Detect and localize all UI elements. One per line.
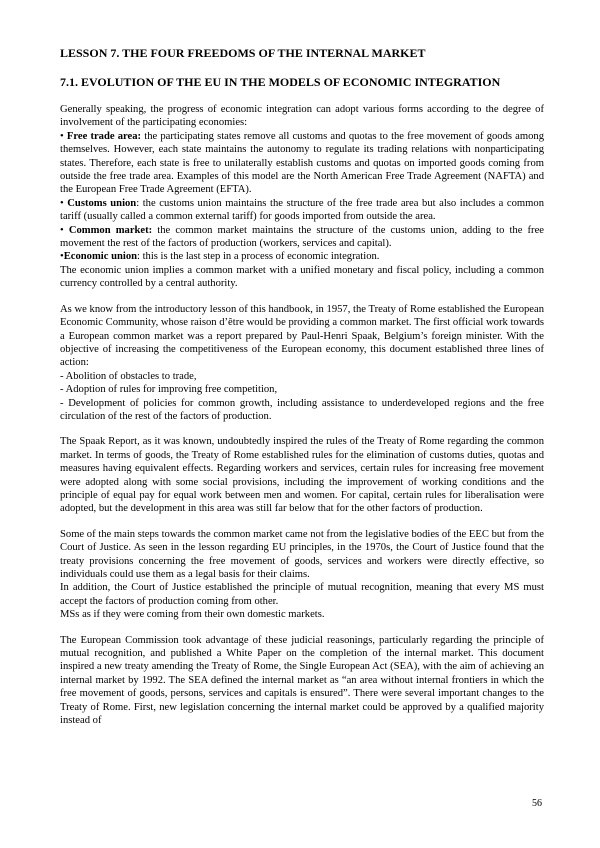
common-market-term: Common market: bbox=[68, 224, 153, 236]
economic-union-text: : this is the last step in a process of economic integration. bbox=[137, 251, 380, 263]
treaty-paragraph: As we know from the introductory lesson of this handbook, in 1957, the Treaty of Rome established the European Economic Community, whose raison d’être would be providing a common market. The first official work towards a European common market was a report prepared by Paul-Henri Spaak, Belgium’s foreign minister. With the objective of increasing the competitiveness of the European economy, this document established three lines of action: bbox=[60, 303, 544, 369]
court-of-justice-paragraph: Some of the main steps towards the common market came not from the legislative bodies of the EEC but from the Court of Justice. As seen in the lesson regarding EU principles, in the 1970s, the Court of Justice found that the treaty provisions concerning the free movement of goods, services and workers were directly effective, so individuals could use them as a legal basis for their claims. bbox=[60, 528, 544, 580]
page-number: 56 bbox=[532, 798, 542, 809]
action-line-3: - Development of policies for common growth, including assistance to underdeveloped regions and the free circulation of the rest of the factors of production. bbox=[60, 397, 544, 422]
commission-paragraph: The European Commission took advantage of these judicial reasonings, particularly regarding the principle of mutual recognition, and published a White Paper on the completion of the internal market. This document inspired a new treaty amending the Treaty of Rome, the Single European Act (SEA), with the aim of achieving an internal market by 1992. The SEA defined the internal market as “an area without internal frontiers in which the free movement of goods, persons, services and capitals is ensured”. There were several important changes to the Treaty of Rome. First, new legislation concerning the internal market could be approved by a qualified majority instead of bbox=[60, 634, 544, 727]
intro-paragraph: Generally speaking, the progress of economic integration can adopt various forms according to the degree of involvement of the participating economies: bbox=[60, 104, 544, 129]
document-page bbox=[60, 46, 544, 727]
common-market-bullet: • Common market: the common market maintains the structure of the customs union, adding to the free movement the rest of the factors of production (workers, services and capital). bbox=[60, 224, 544, 250]
free-trade-term: Free trade area: bbox=[66, 130, 142, 142]
customs-union-term: Customs union bbox=[67, 197, 137, 209]
section-title: 7.1. EVOLUTION OF THE EU IN THE MODELS OF ECONOMIC INTEGRATION bbox=[60, 75, 501, 89]
economic-union-bullet: •Economic union: this is the last step in a process of economic integration. bbox=[60, 251, 380, 263]
common-market-text: the common market maintains the structure of the customs union, adding to the free movement the rest of the factors of production (workers, services and capital). bbox=[60, 224, 544, 250]
free-trade-text: the participating states remove all customs and quotas to the free movement of goods among themselves. However, each state maintains the autonomy to regulate its trading relations with nonparticipating states. Therefore, each state is free to unilaterally establish customs and quotas on imported goods coming from outside the free trade area. Examples of this model are the North American Free Trade Agreement (NAFTA) and the European Free Trade Agreement (EFTA). bbox=[60, 130, 545, 196]
mutual-recognition-paragraph: In addition, the Court of Justice established the principle of mutual recognition, meaning that every MS must accept the factors of production coming from other. bbox=[60, 582, 544, 607]
spaak-report-paragraph: The Spaak Report, as it was known, undoubtedly inspired the rules of the Treaty of Rome regarding the common market. In terms of goods, the Treaty of Rome established rules for the elimination of customs duties, quotas and measures having equivalent effects. Regarding workers and services, certain rules for increasing free movement were adopted along with some social provisions, including the improvement of working conditions and the principle of equal pay for equal work between men and women. For capital, certain rules for liberalisation were adopted, but the development in this area was still far below that for the other factors of production. bbox=[60, 436, 544, 515]
lesson-title: LESSON 7. THE FOUR FREEDOMS OF THE INTERNAL MARKET bbox=[60, 46, 426, 60]
free-trade-bullet: • Free trade area: the participating states remove all customs and quotas to the free movement of goods among themselves. However, each state maintains the autonomy to regulate its trading relations with nonparticipating states. Therefore, each state is free to unilaterally establish customs and quotas on imported goods coming from outside the free trade area. Examples of this model are the North American Free Trade Agreement (NAFTA) and the European Free Trade Agreement (EFTA). bbox=[60, 130, 545, 196]
mutual-recognition-continuation: MSs as if they were coming from their own domestic markets. bbox=[60, 609, 325, 621]
action-line-1: - Abolition of obstacles to trade, bbox=[60, 370, 197, 382]
economic-union-term: Economic union bbox=[63, 251, 138, 263]
customs-union-bullet: • Customs union: the customs union maintains the structure of the free trade area but also includes a common tariff (usually called a common external tariff) for goods imported from outside the area. bbox=[60, 197, 544, 223]
action-line-2: - Adoption of rules for improving free competition, bbox=[60, 384, 278, 396]
economic-union-note: The economic union implies a common market with a unified monetary and fiscal policy, including a common currency controlled by a central authority. bbox=[60, 264, 544, 290]
customs-union-text: : the customs union maintains the structure of the free trade area but also includes a common tariff (usually called a common external tariff) for goods imported from outside the area. bbox=[60, 197, 544, 223]
